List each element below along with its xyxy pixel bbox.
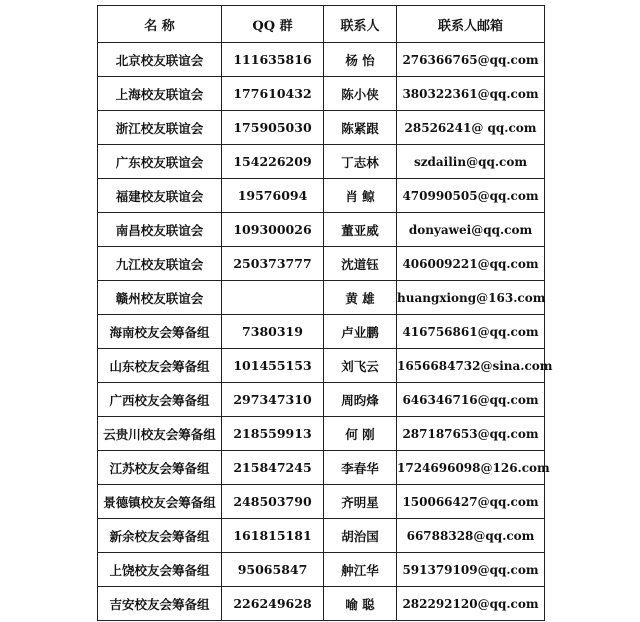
qq-group-cell: 297347310: [222, 383, 324, 417]
contact-name-cell: 齐明星: [324, 485, 397, 519]
org-name-cell: 广东校友联谊会: [98, 145, 222, 179]
qq-group-cell: 19576094: [222, 179, 324, 213]
contact-name-cell: 刘飞云: [324, 349, 397, 383]
qq-group-cell: 218559913: [222, 417, 324, 451]
qq-group-cell: 95065847: [222, 553, 324, 587]
contact-email-cell: huangxiong@163.com: [397, 281, 545, 315]
org-name-cell: 赣州校友联谊会: [98, 281, 222, 315]
table-row: [98, 587, 545, 621]
contact-name-cell: 肖 鲸: [324, 179, 397, 213]
table-row: [98, 281, 545, 315]
org-name-cell: 景德镇校友会筹备组: [98, 485, 222, 519]
table-row: [98, 315, 545, 349]
org-name-cell: 上海校友联谊会: [98, 77, 222, 111]
contact-email-cell: 470990505@qq.com: [397, 179, 545, 213]
table-row: [98, 43, 545, 77]
contact-email-cell: 380322361@qq.com: [397, 77, 545, 111]
table-row: [98, 383, 545, 417]
alumni-contacts-table: [97, 5, 553, 621]
header-row: [98, 6, 545, 43]
contact-name-cell: 舯江华: [324, 553, 397, 587]
contact-email-cell: 646346716@qq.com: [397, 383, 545, 417]
table-row: [98, 417, 545, 451]
org-name-cell: 南昌校友联谊会: [98, 213, 222, 247]
contact-name-cell: 沈道钰: [324, 247, 397, 281]
qq-group-cell: 161815181: [222, 519, 324, 553]
table-row: [98, 553, 545, 587]
table-row: [98, 247, 545, 281]
contact-name-cell: 李春华: [324, 451, 397, 485]
contact-name-cell: 丁志林: [324, 145, 397, 179]
org-name-cell: 广西校友会筹备组: [98, 383, 222, 417]
table-row: [98, 77, 545, 111]
table-row: [98, 145, 545, 179]
qq-group-cell: 101455153: [222, 349, 324, 383]
contact-name-cell: 胡治国: [324, 519, 397, 553]
header-contact: 联系人: [324, 6, 397, 43]
contact-email-cell: 287187653@qq.com: [397, 417, 545, 451]
contact-name-cell: 何 刚: [324, 417, 397, 451]
contact-email-cell: 406009221@qq.com: [397, 247, 545, 281]
qq-group-cell: 250373777: [222, 247, 324, 281]
table-body: [98, 43, 553, 621]
header-name: 名 称: [98, 6, 222, 43]
contact-name-cell: 黄 雄: [324, 281, 397, 315]
contact-email-cell: szdailin@qq.com: [397, 145, 545, 179]
org-name-cell: 海南校友会筹备组: [98, 315, 222, 349]
qq-group-cell: 215847245: [222, 451, 324, 485]
org-name-cell: 浙江校友联谊会: [98, 111, 222, 145]
org-name-cell: 福建校友联谊会: [98, 179, 222, 213]
contact-name-cell: 喻 聪: [324, 587, 397, 621]
contact-email-cell: 416756861@qq.com: [397, 315, 545, 349]
org-name-cell: 北京校友联谊会: [98, 43, 222, 77]
contact-name-cell: 陈小侠: [324, 77, 397, 111]
header-contact-email: 联系人邮箱: [397, 6, 545, 43]
table-row: [98, 451, 545, 485]
contact-email-cell: 28526241@ qq.com: [397, 111, 545, 145]
qq-group-cell: 175905030: [222, 111, 324, 145]
contact-email-cell: donyawei@qq.com: [397, 213, 545, 247]
contact-email-cell: 150066427@qq.com: [397, 485, 545, 519]
contact-name-cell: 董亚威: [324, 213, 397, 247]
qq-group-cell: 248503790: [222, 485, 324, 519]
org-name-cell: 江苏校友会筹备组: [98, 451, 222, 485]
contact-email-cell: 282292120@qq.com: [397, 587, 545, 621]
qq-group-cell: 111635816: [222, 43, 324, 77]
table-header: [98, 6, 545, 43]
table-row: [98, 179, 545, 213]
org-name-cell: 九江校友联谊会: [98, 247, 222, 281]
contact-email-cell: 276366765@qq.com: [397, 43, 545, 77]
contact-name-cell: 杨 怡: [324, 43, 397, 77]
table-row: [98, 349, 545, 383]
contact-email-cell: 1656684732@sina.com: [397, 349, 545, 383]
table-row: [98, 519, 545, 553]
contact-email-cell: 591379109@qq.com: [397, 553, 545, 587]
org-name-cell: 山东校友会筹备组: [98, 349, 222, 383]
contact-email-cell: 1724696098@126.com: [397, 451, 545, 485]
header-qq-group: QQ 群: [222, 6, 324, 43]
table-row: [98, 485, 545, 519]
qq-group-cell: [222, 281, 324, 315]
contact-email-cell: 66788328@qq.com: [397, 519, 545, 553]
org-name-cell: 新余校友会筹备组: [98, 519, 222, 553]
table-row: [98, 111, 545, 145]
org-name-cell: 吉安校友会筹备组: [98, 587, 222, 621]
qq-group-cell: 109300026: [222, 213, 324, 247]
org-name-cell: 云贵川校友会筹备组: [98, 417, 222, 451]
qq-group-cell: 154226209: [222, 145, 324, 179]
contact-name-cell: 卢业鹏: [324, 315, 397, 349]
qq-group-cell: 226249628: [222, 587, 324, 621]
org-name-cell: 上饶校友会筹备组: [98, 553, 222, 587]
qq-group-cell: 7380319: [222, 315, 324, 349]
table-row: [98, 213, 545, 247]
contact-name-cell: 陈紧跟: [324, 111, 397, 145]
qq-group-cell: 177610432: [222, 77, 324, 111]
contact-name-cell: 周昀烽: [324, 383, 397, 417]
